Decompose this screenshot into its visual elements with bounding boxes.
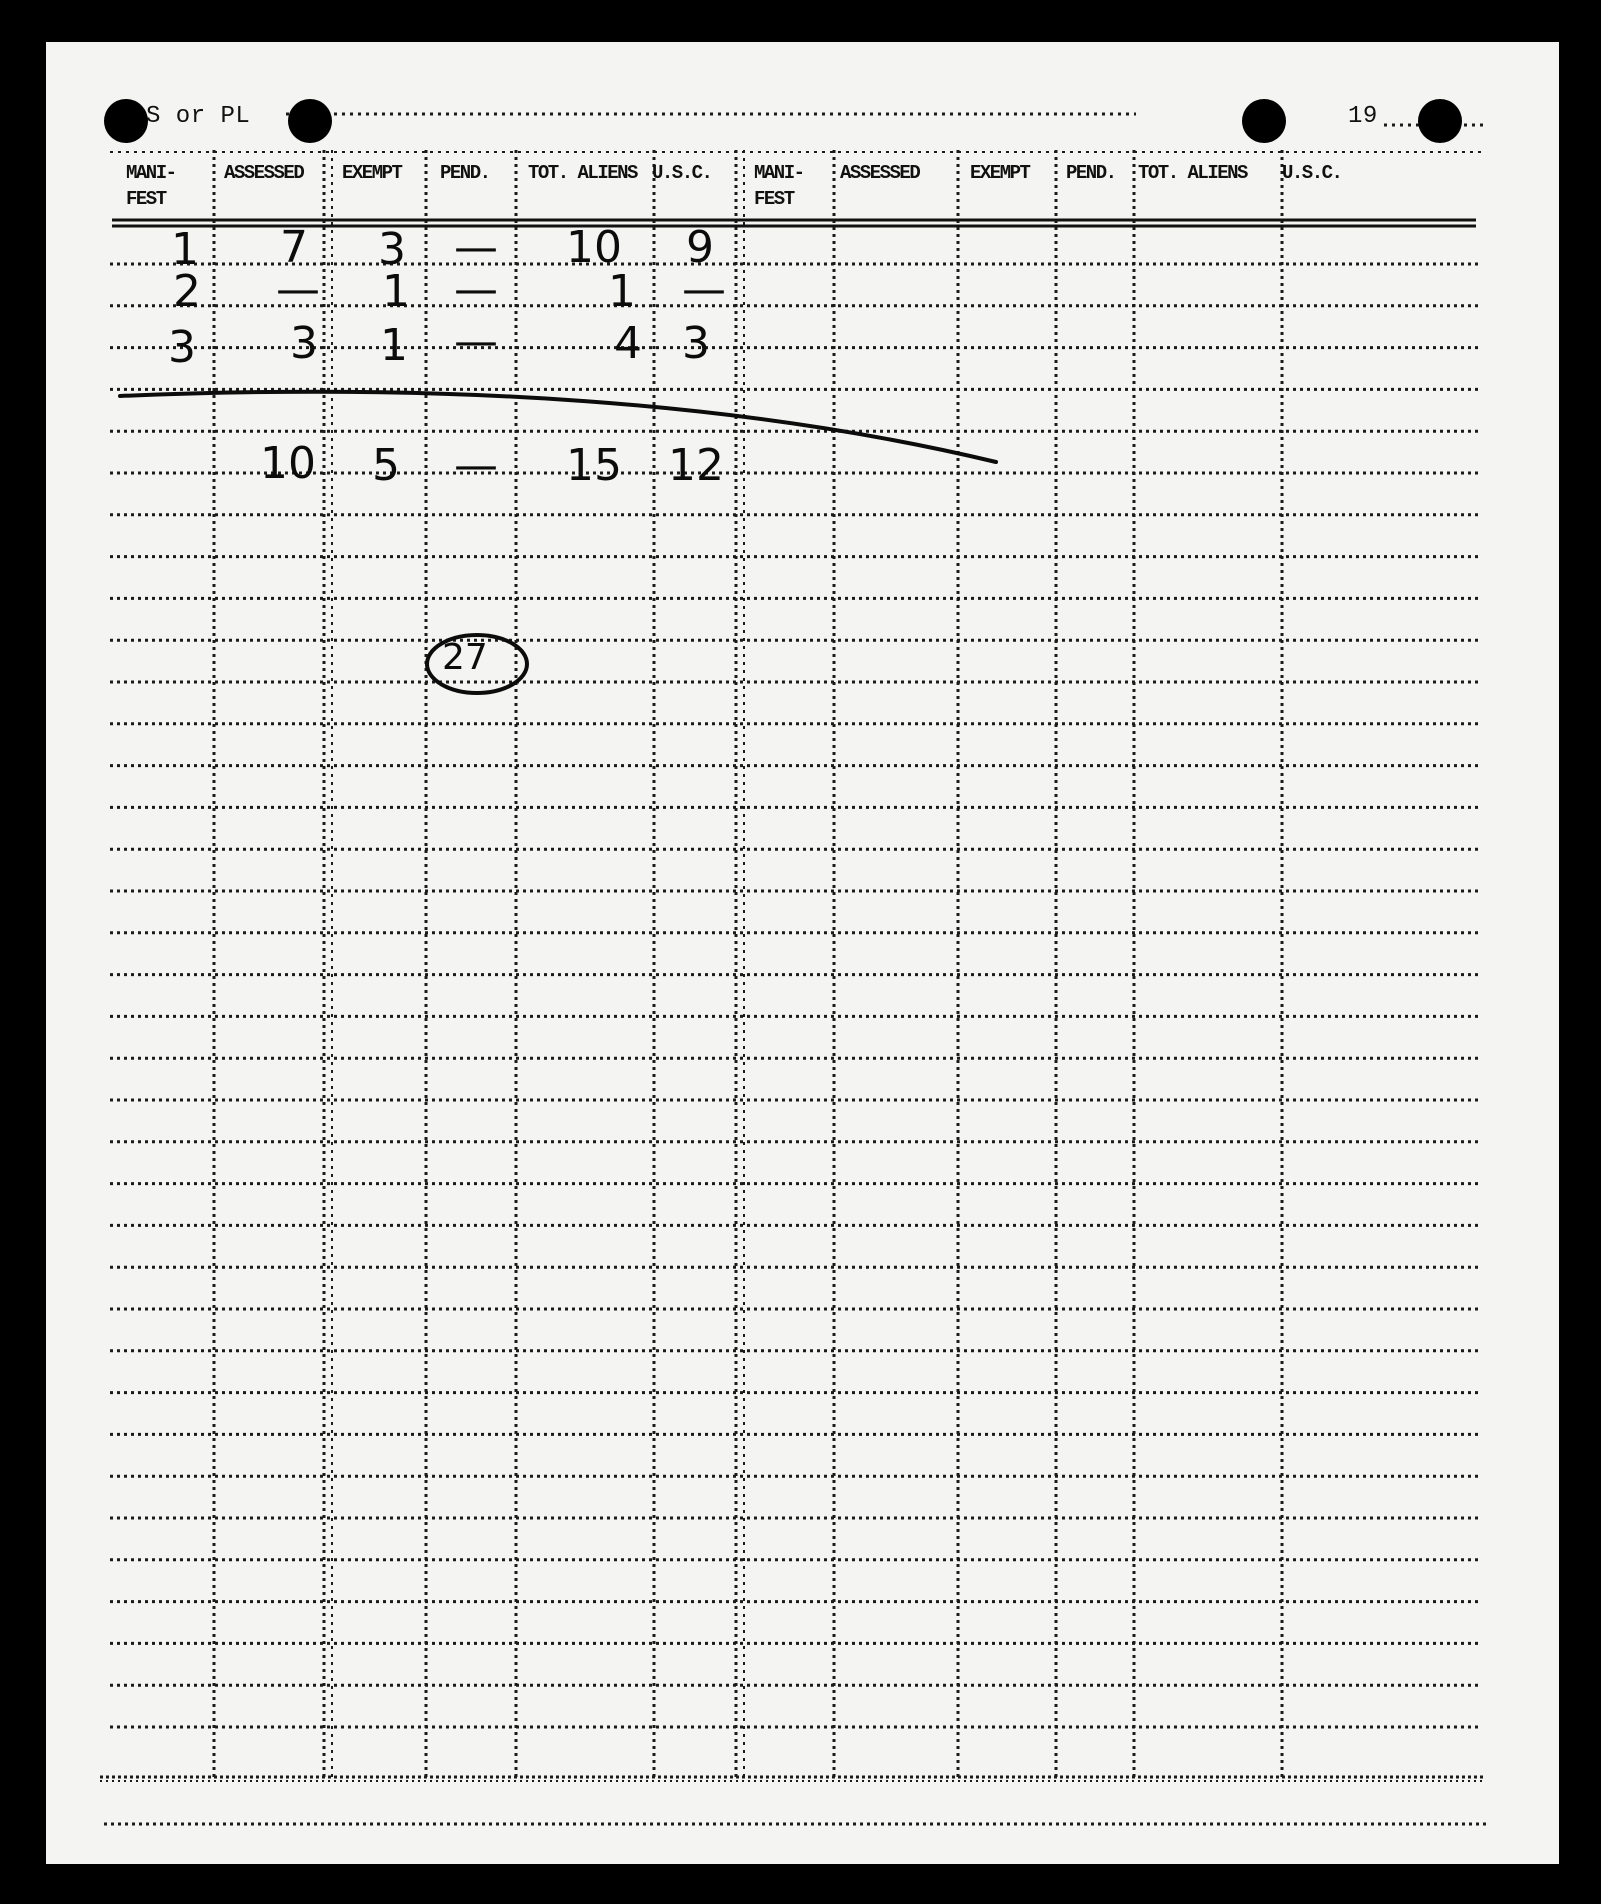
- entry-3-pend: —: [454, 316, 498, 367]
- entry-1-tot-aliens: 10: [566, 222, 622, 273]
- col-header-usc-2: U.S.C.: [1282, 162, 1342, 184]
- col-header-manifest: MANI- FEST: [126, 162, 176, 210]
- col-header-assessed-2: ASSESSED: [840, 162, 920, 184]
- col-header-tot-aliens: TOT. ALIENS: [528, 162, 637, 184]
- entry-1-exempt: 3: [378, 224, 406, 275]
- entry-2-manifest: 2: [173, 266, 201, 317]
- total-tot-aliens: 15: [566, 440, 622, 491]
- total-pend: —: [454, 440, 498, 491]
- form-grid: [46, 42, 1559, 1864]
- entry-3-manifest: 3: [168, 322, 196, 373]
- col-header-pend-2: PEND.: [1066, 162, 1116, 184]
- entry-3-assessed: 3: [290, 318, 318, 369]
- entry-1-usc: 9: [686, 222, 714, 273]
- form-sheet: [46, 42, 1559, 1864]
- punch-hole-left-1: [104, 99, 148, 143]
- entry-2-assessed: —: [276, 264, 320, 315]
- total-exempt: 5: [372, 440, 400, 491]
- entry-2-usc: —: [682, 264, 726, 315]
- col-header-pend: PEND.: [440, 162, 490, 184]
- col-header-exempt-2: EXEMPT: [970, 162, 1030, 184]
- entry-3-exempt: 1: [380, 320, 408, 371]
- entry-1-manifest: 1: [171, 224, 199, 275]
- total-usc: 12: [668, 440, 724, 491]
- col-header-manifest-2: MANI- FEST: [754, 162, 804, 210]
- col-header-usc: U.S.C.: [652, 162, 712, 184]
- total-assessed: 10: [260, 438, 316, 489]
- entry-3-tot-aliens: 4: [614, 318, 642, 369]
- punch-hole-left-2: [288, 99, 332, 143]
- entry-1-pend: —: [454, 222, 498, 273]
- entry-1-assessed: 7: [280, 222, 308, 273]
- punch-hole-right-1: [1242, 99, 1286, 143]
- header-line-prefix: S or PL: [146, 103, 251, 130]
- col-header-assessed: ASSESSED: [224, 162, 304, 184]
- entry-2-pend: —: [454, 264, 498, 315]
- entry-2-exempt: 1: [382, 266, 410, 317]
- col-header-exempt: EXEMPT: [342, 162, 402, 184]
- entry-2-tot-aliens: 1: [608, 266, 636, 317]
- circled-note: 27: [442, 637, 488, 678]
- handwritten-total-line: [120, 392, 996, 462]
- entry-3-usc: 3: [682, 318, 710, 369]
- col-header-tot-aliens-2: TOT. ALIENS: [1138, 162, 1247, 184]
- punch-hole-right-2: [1418, 99, 1462, 143]
- header-year-prefix: 19: [1348, 103, 1378, 130]
